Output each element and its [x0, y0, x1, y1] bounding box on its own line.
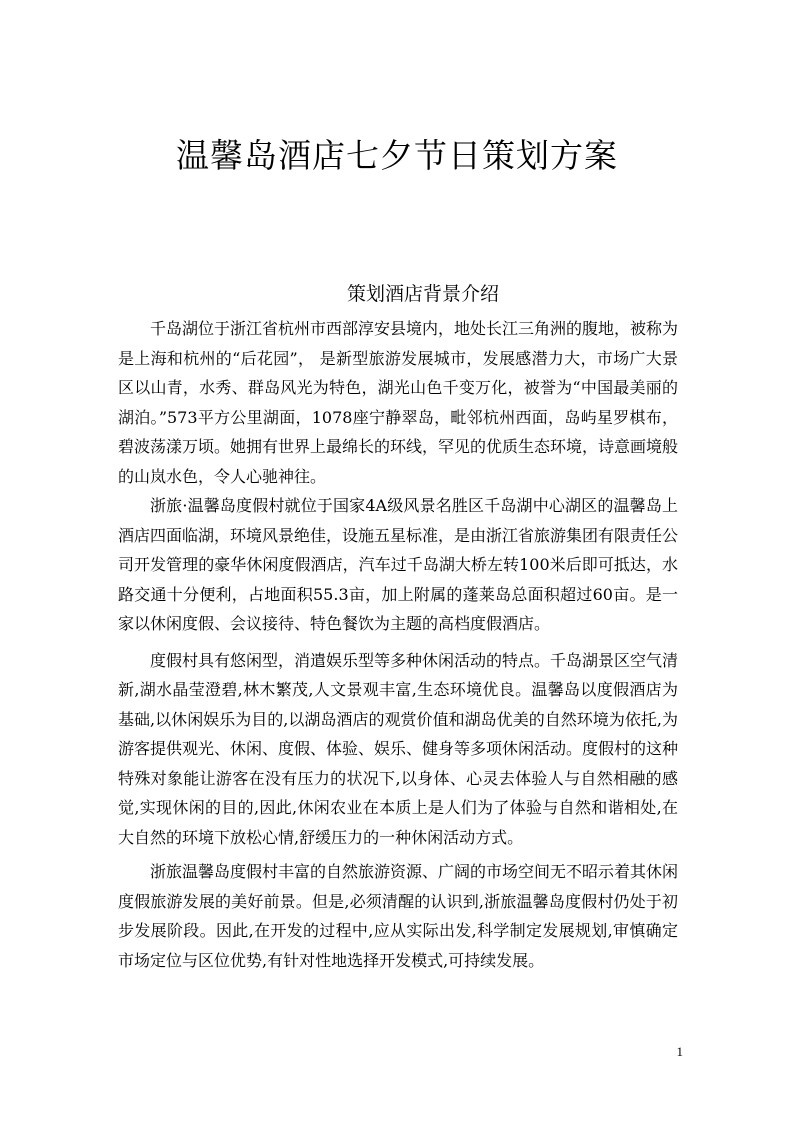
- paragraph-4: 浙旅温馨岛度假村丰富的自然旅游资源、广阔的市场空间无不昭示着其休闲度假旅游发展的美好前景。但是,必须清醒的认识到,浙旅温馨岛度假村仍处于初步发展阶段。因此,在开发的过程中,应从实际出发,科学制定发展规划,审慎确定市场定位与区位优势,有针对性地选择开发模式,可持续发展。: [118, 862, 679, 970]
- section-heading: 策划酒店背景介绍: [346, 283, 499, 305]
- document-body: [118, 314, 678, 975]
- paragraph-2: 浙旅·温馨岛度假村就位于国家4A级风景名胜区千岛湖中心湖区的温馨岛上酒店四面临湖，环境风景绝佳，设施五星标准，是由浙江省旅游集团有限责任公司开发管理的豪华休闲度假酒店，汽车过千岛湖大桥左转100米后即可抵达，水路交通十分便利，占地面积55.3亩，加上附属的蓬莱岛总面积超过60亩。是一家以休闲度假、会议接待、特色餐饮为主题的高档度假酒店。: [118, 496, 679, 633]
- paragraph-1: 千岛湖位于浙江省杭州市西部淳安县境内，地处长江三角洲的腹地，被称为是上海和杭州的“后花园”， 是新型旅游发展城市，发展感潜力大，市场广大景区以山青，水秀、群岛风光为特色，湖光山色千变万化，被誉为“中国最美丽的湖泊。”573平方公里湖面，1078座宁静翠岛，毗邻杭州西面，岛屿星罗棋布，碧波荡漾万顷。她拥有世界上最绵长的环线，罕见的优质生态环境，诗意画境般的山岚水色，令人心驰神往。: [118, 319, 679, 486]
- paragraph-3: 度假村具有悠闲型，消遣娱乐型等多种休闲活动的特点。千岛湖景区空气清新,湖水晶莹澄碧,林木繁茂,人文景观丰富,生态环境优良。温馨岛以度假酒店为基础,以休闲娱乐为目的,以湖岛酒店的观赏价值和湖岛优美的自然环境为依托,为游客提供观光、休闲、度假、体验、娱乐、健身等多项休闲活动。度假村的这种特殊对象能让游客在没有压力的状况下,以身体、心灵去体验人与自然相融的感觉,实现休闲的目的,因此,休闲农业在本质上是人们为了体验与自然和谐相处,在大自然的环境下放松心情,舒缓压力的一种休闲活动方式。: [118, 650, 679, 847]
- page-number: 1: [676, 1044, 683, 1059]
- page-title: 温馨岛酒店七夕节日策划方案: [176, 136, 618, 175]
